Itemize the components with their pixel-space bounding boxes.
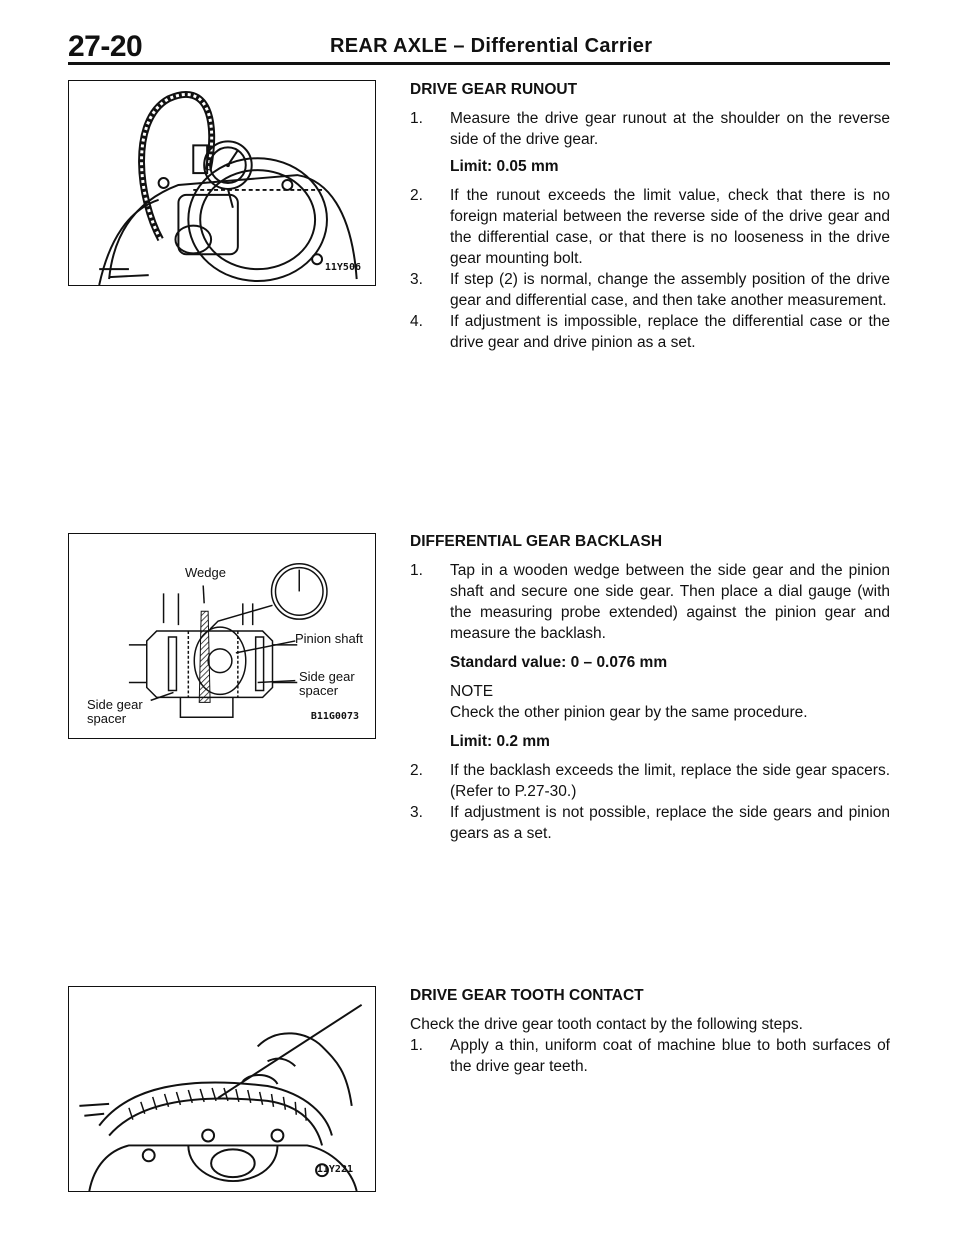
step-number: 1.	[410, 110, 423, 127]
figure-code: B11G0073	[310, 711, 359, 722]
section-title: DIFFERENTIAL GEAR BACKLASH	[410, 533, 663, 550]
step-item	[410, 311, 890, 353]
figure-code: 11Y506	[324, 262, 361, 273]
intro-text: Check the drive gear tooth contact by the following steps.	[410, 1016, 803, 1033]
tooth-contact-illustration	[69, 987, 375, 1191]
label-side-gear-spacer-right: Side gear spacer	[299, 669, 355, 698]
step-number: 2.	[410, 762, 423, 779]
runout-illustration	[69, 81, 375, 285]
step-number: 4.	[410, 313, 423, 330]
note-text: Check the other pinion gear by the same procedure.	[450, 704, 808, 721]
page-number: 27-20	[68, 30, 143, 63]
figure-backlash-diagram	[68, 533, 376, 739]
step-number: 1.	[410, 1037, 423, 1054]
step-text: If adjustment is impossible, replace the differential case or the drive gear and drive pinion as a set.	[450, 313, 890, 351]
step-item	[410, 185, 890, 269]
section-title: DRIVE GEAR RUNOUT	[410, 81, 578, 98]
step-number: 2.	[410, 187, 423, 204]
step-number: 3.	[410, 804, 423, 821]
label-wedge: Wedge	[185, 565, 226, 580]
step-number: 1.	[410, 562, 423, 579]
step-text: Tap in a wooden wedge between the side gear and the pinion shaft and secure one side gear. Then place a dial gauge (with the measuring probe extended) against the pinion gear and measure the backlash.	[450, 562, 890, 642]
section-drive-gear-runout	[410, 79, 890, 353]
figure-code: 11Y221	[316, 1164, 353, 1175]
step-item	[410, 802, 890, 844]
step-number: 3.	[410, 271, 423, 288]
step-text: If adjustment is not possible, replace the side gears and pinion gears as a set.	[450, 804, 890, 842]
section-differential-gear-backlash	[410, 531, 890, 844]
step-text: If the backlash exceeds the limit, replace the side gear spacers. (Refer to P.27-30.)	[450, 762, 890, 800]
page-header	[68, 30, 890, 65]
standard-value: Standard value: 0 – 0.076 mm	[450, 654, 668, 671]
label-side-gear-spacer-left: Side gear spacer	[87, 697, 143, 726]
note-label: NOTE	[450, 683, 494, 700]
figure-tooth-contact	[68, 986, 376, 1192]
page-title: REAR AXLE – Differential Carrier	[330, 35, 653, 57]
step-item	[410, 269, 890, 311]
step-item	[410, 760, 890, 802]
limit-value: Limit: 0.05 mm	[450, 158, 559, 175]
section-title: DRIVE GEAR TOOTH CONTACT	[410, 987, 644, 1004]
step-item	[410, 108, 890, 150]
step-text: If the runout exceeds the limit value, check that there is no foreign material between the reverse side of the drive gear and the differential case, or that there is no looseness in the drive gear mounting bolt.	[450, 187, 890, 267]
step-item	[410, 1035, 890, 1077]
step-text: Apply a thin, uniform coat of machine blue to both surfaces of the drive gear teeth.	[450, 1037, 890, 1075]
step-text: If step (2) is normal, change the assembly position of the drive gear and differential case, and then take another measurement.	[450, 271, 890, 309]
figure-runout-dial-gauge	[68, 80, 376, 286]
step-text: Measure the drive gear runout at the shoulder on the reverse side of the drive gear.	[450, 110, 890, 148]
label-pinion-shaft: Pinion shaft	[295, 631, 363, 646]
section-drive-gear-tooth-contact	[410, 985, 890, 1077]
step-item	[410, 560, 890, 644]
limit-value: Limit: 0.2 mm	[450, 733, 550, 750]
